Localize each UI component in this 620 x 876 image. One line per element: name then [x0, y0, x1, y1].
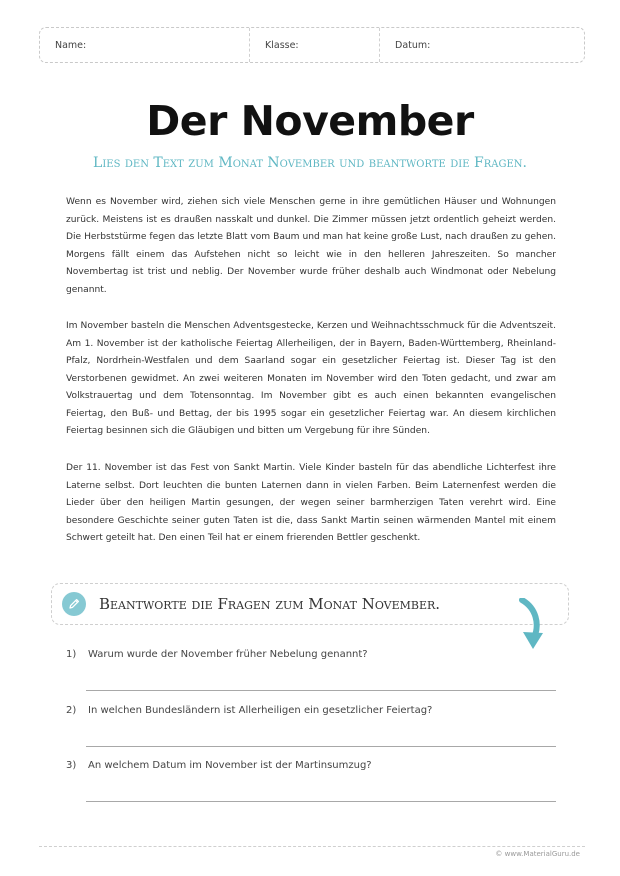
question-text: An welchem Datum im November ist der Martinsumzug?	[88, 760, 372, 771]
question-number: 2)	[66, 705, 77, 716]
page-subtitle: Lies den Text zum Monat November und beantworte die Fragen.	[93, 155, 527, 171]
text-paragraph-3: Der 11. November ist das Fest von Sankt Martin. Viele Kinder basteln für das abendliche Lichterfest ihre Laterne selbst. Dort leuchten die bunten Laternen dann in vielen Farben. Beim Laternenfest werden die Lieder über den heiligen Martin gesungen, der wegen seiner barmherzigen Taten verehrt wird. Eine besondere Geschichte seiner guten Taten ist die, dass Sankt Martin seinen wärmenden Mantel mit einem Schwert geteilt hat. Den einen Teil hat er einem frierenden Bettler geschenkt.	[66, 463, 556, 543]
footer-divider	[39, 846, 585, 847]
task-header	[51, 583, 569, 625]
text-paragraph-1: Wenn es November wird, ziehen sich viele Menschen gerne in ihre gemütlichen Häuser und Wohnungen zurück. Meistens ist es draußen nasskalt und dunkel. Die Zimmer müssen jetzt ordentlich geheizt werden. Die Herbststürme fegen das letzte Blatt vom Baum und man hat keine große Lust, nach draußen zu gehen. Morgens fällt einem das Aufstehen nicht so leicht wie in den helleren Jahreszeiten. So mancher Novembertag ist trist und neblig. Der November wurde früher deshalb auch Windmonat oder Nebelung genannt.	[66, 197, 556, 295]
klasse-label: Klasse:	[265, 39, 299, 51]
arrow-down-icon	[514, 598, 546, 652]
answer-line-2[interactable]	[86, 746, 556, 747]
page-title: Der November	[146, 97, 474, 145]
text-paragraph-2: Im November basteln die Menschen Adventsgestecke, Kerzen und Weihnachtsschmuck für die Adventszeit. Am 1. November ist der katholische Feiertag Allerheiligen, der in Bayern, Baden-Württemberg, Rheinland-Pfalz, Nordrhein-Westfalen und dem Saarland sogar ein gesetzlicher Feiertag ist. Dieser Tag ist den Verstorbenen gewidmet. An zwei weiteren Monaten im November wird den Toten gedacht, und zwar am Volkstrauertag und dem Totensonntag. Im November gibt es auch einen bekannten evangelischen Feiertag, den Buß- und Bettag, der bis 1995 sogar ein gesetzlicher Feiertag war. An diesem kirchlichen Feiertag besinnen sich die Gläubigen und bitten um Vergebung für ihre Sünden.	[66, 321, 556, 436]
question-number: 3)	[66, 760, 77, 771]
datum-label: Datum:	[395, 39, 431, 51]
question-text: In welchen Bundesländern ist Allerheiligen ein gesetzlicher Feiertag?	[88, 705, 433, 716]
answer-line-1[interactable]	[86, 690, 556, 691]
student-info-header	[39, 27, 585, 63]
name-label: Name:	[55, 39, 87, 51]
datum-field[interactable]	[380, 28, 584, 62]
copyright-text: © www.MaterialGuru.de	[495, 850, 580, 858]
name-field[interactable]	[40, 28, 250, 62]
question-2	[66, 704, 432, 718]
pencil-icon	[62, 592, 86, 616]
question-3	[66, 759, 372, 773]
klasse-field[interactable]	[250, 28, 380, 62]
task-title: Beantworte die Fragen zum Monat November.	[99, 595, 441, 613]
question-text: Warum wurde der November früher Nebelung genannt?	[88, 649, 368, 660]
question-number: 1)	[66, 649, 77, 660]
question-1	[66, 648, 368, 662]
answer-line-3[interactable]	[86, 801, 556, 802]
